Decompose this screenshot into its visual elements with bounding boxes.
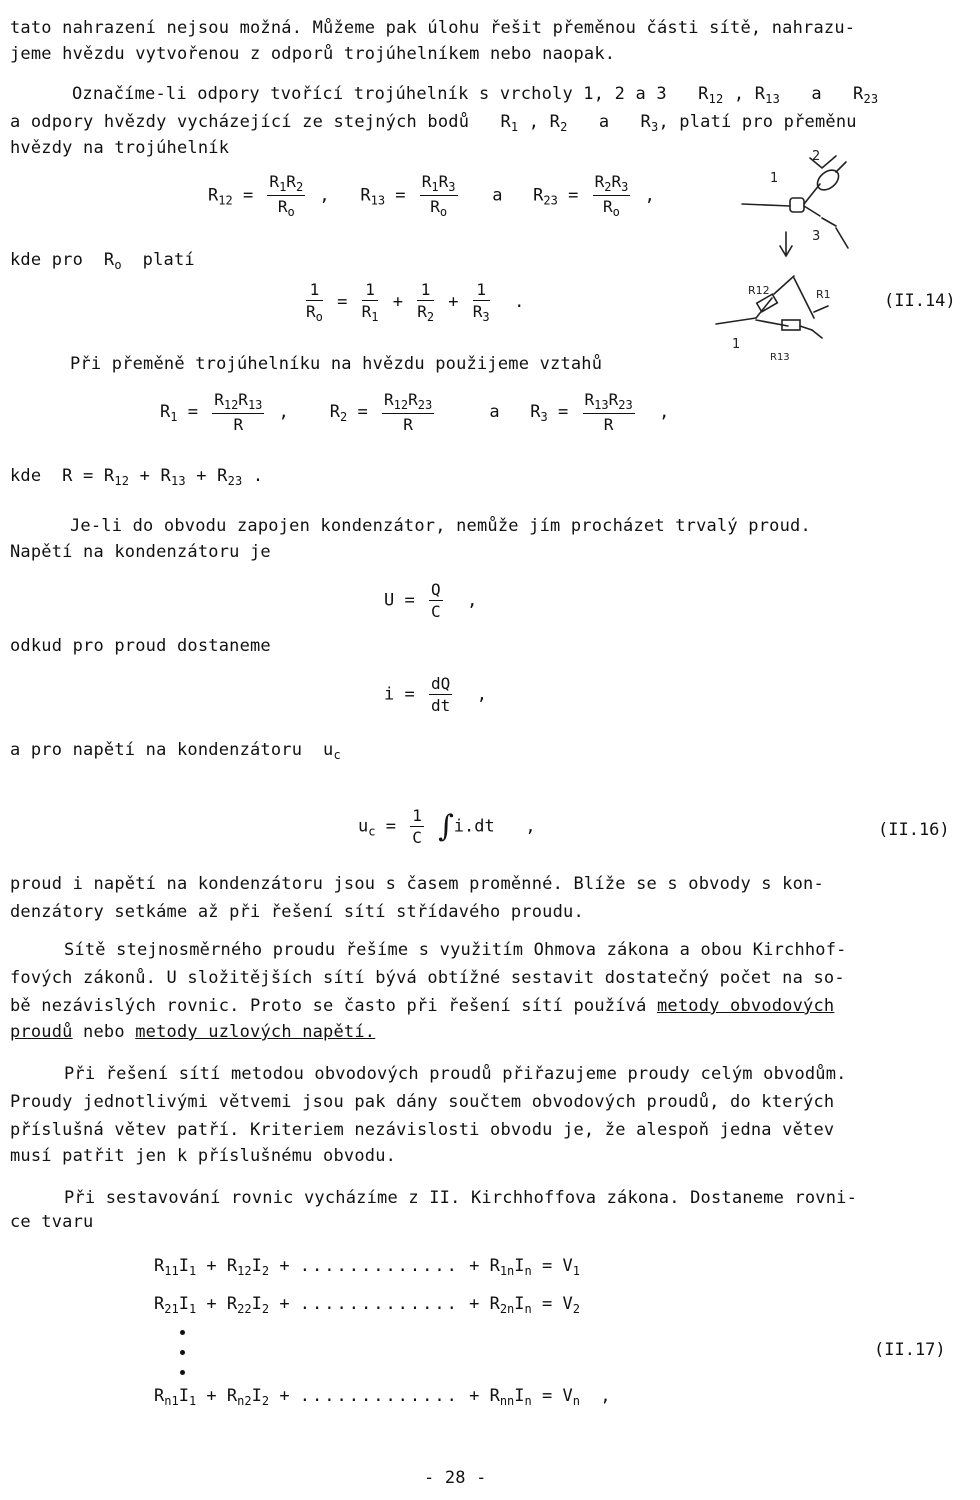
text-line bbox=[10, 996, 834, 1016]
text-line: příslušná větev patří. Kriteriem nezávislosti obvodu je, že alespoň jedna větev bbox=[10, 1120, 835, 1140]
sketch-label: 1 bbox=[770, 171, 779, 186]
text-line: Je-li do obvodu zapojen kondenzátor, nemůže jím procházet trvalý proud. bbox=[70, 516, 811, 536]
text-segment: Označíme-li odpory tvořící trojúhelník s vrcholy 1, 2 a 3 bbox=[72, 84, 667, 104]
text-line: ce tvaru bbox=[10, 1212, 94, 1232]
text-line: Napětí na kondenzátoru je bbox=[10, 542, 271, 562]
equation-number: (II.14) bbox=[884, 291, 956, 311]
text-line: Při sestavování rovnic vycházíme z II. Kirchhoffova zákona. Dostaneme rovni- bbox=[64, 1188, 858, 1208]
sketch-label: 1 bbox=[732, 337, 741, 352]
text-line: a odpory hvězdy vycházející ze stejných bodů $R_1$ , $R_2$ a $R_3$, platí pro přeměnu bbox=[10, 112, 857, 134]
underlined-term: proudů bbox=[10, 1022, 73, 1042]
text-line: hvězdy na trojúhelník bbox=[10, 138, 230, 158]
text-segment: kde bbox=[10, 466, 42, 486]
text-segment: , platí pro přeměnu bbox=[658, 112, 857, 132]
equation-ro: $\frac{1}{R_o}$ = $\frac{1}{R_1}$ + $\frac{1}{R_2}$ + $\frac{1}{R_3}$ . bbox=[306, 280, 525, 324]
text-segment: kde pro bbox=[10, 250, 84, 270]
text-segment: platí bbox=[142, 250, 195, 270]
equation-star-delta: $R_{12}$ = $\frac{R_1R_2}{R_o}$ , $R_{13}$ = $\frac{R_1R_3}{R_o}$ a $R_{23}$ = $\frac{R_2R_3}{R_o}$ , bbox=[208, 172, 655, 219]
page-number: - 28 - bbox=[424, 1468, 487, 1488]
text-segment: a odpory hvězdy vycházející ze stejných bodů bbox=[10, 112, 470, 132]
sketch-label: 3 bbox=[812, 229, 821, 244]
text-line: Při přeměně trojúhelníku na hvězdu použijeme vztahů bbox=[70, 354, 603, 374]
equation-number: (II.17) bbox=[874, 1340, 946, 1360]
text-line: fových zákonů. U složitějších sítí bývá obtížné sestavit dostatečný počet na so- bbox=[10, 968, 845, 988]
sketch-label: R1 bbox=[816, 288, 831, 301]
text-line: odkud pro proud dostaneme bbox=[10, 636, 271, 656]
text-line: jeme hvězdu vytvořenou z odporů trojúhelníkem nebo naopak. bbox=[10, 44, 616, 64]
text-line: denzátory setkáme až při řešení sítí střídavého proudu. bbox=[10, 902, 584, 922]
text-segment: bě nezávislých rovnic. Proto se často při řešení sítí používá bbox=[10, 996, 647, 1016]
text-line: Proudy jednotlivými větvemi jsou pak dány součtem obvodových proudů, do kterých bbox=[10, 1092, 835, 1112]
text-line: musí patřit jen k příslušnému obvodu. bbox=[10, 1146, 397, 1166]
ellipsis-dot bbox=[180, 1330, 185, 1335]
ellipsis-dot bbox=[180, 1370, 185, 1375]
text-line: kde pro $R_o$ platí bbox=[10, 250, 195, 272]
handwritten-sketch bbox=[712, 148, 872, 368]
equation-system-row: $R_{n1}I_1 + R_{n2}I_2$ + ............. + $R_{nn}I_n = V_n$ , bbox=[154, 1386, 611, 1408]
equation-system-row: $R_{11}I_1 + R_{12}I_2$ + ............. + $R_{1n}I_n = V_1$ bbox=[154, 1256, 580, 1278]
text-line: kde $R = R_{12} + R_{13} + R_{23}$ . bbox=[10, 466, 264, 488]
equation-number: (II.16) bbox=[878, 820, 950, 840]
text-line: proud i napětí na kondenzátoru jsou s časem proměnné. Blíže se s obvody s kon- bbox=[10, 874, 824, 894]
text-line bbox=[10, 1022, 375, 1042]
sketch-label: R13 bbox=[770, 352, 790, 363]
equation-capacitor-voltage: U = $\frac{Q}{C}$ , bbox=[384, 580, 478, 621]
text-line: Při řešení sítí metodou obvodových proudů přiřazujeme proudy celým obvodům. bbox=[64, 1064, 847, 1084]
text-line: a pro napětí na kondenzátoru $u_c$ bbox=[10, 740, 341, 762]
text-line: Označíme-li odpory tvořící trojúhelník s vrcholy 1, 2 a 3 $R_{12}$ , $R_{13}$ a $R_{23}$ bbox=[72, 84, 879, 106]
underlined-term: metody obvodových bbox=[656, 996, 835, 1016]
text-line: tato nahrazení nejsou možná. Můžeme pak úlohu řešit přeměnou části sítě, nahrazu- bbox=[10, 18, 856, 38]
equation-delta-star: $R_1$ = $\frac{R_{12}R_{13}}{R}$ , $R_2$ = $\frac{R_{12}R_{23}}{R}$ a $R_3$ = $\frac{R_{13}R_{23}}{R}$ , bbox=[160, 390, 670, 434]
equation-capacitor-integral: $u_c$ = $\frac{1}{C}$ ∫i.dt , bbox=[358, 806, 536, 847]
text-segment: a pro napětí na kondenzátoru bbox=[10, 740, 303, 760]
ellipsis-dot bbox=[180, 1350, 185, 1355]
text-line: Sítě stejnosměrného proudu řešíme s využitím Ohmova zákona a obou Kirchhof- bbox=[64, 940, 847, 960]
sketch-label: 2 bbox=[812, 149, 821, 164]
equation-system-row: $R_{21}I_1 + R_{22}I_2$ + ............. + $R_{2n}I_n = V_2$ bbox=[154, 1294, 580, 1316]
sketch-label: R12 bbox=[748, 284, 770, 297]
equation-current: i = $\frac{dQ}{dt}$ , bbox=[384, 674, 487, 715]
underlined-term: metody uzlových napětí. bbox=[135, 1022, 376, 1042]
text-segment: nebo bbox=[83, 1022, 125, 1042]
